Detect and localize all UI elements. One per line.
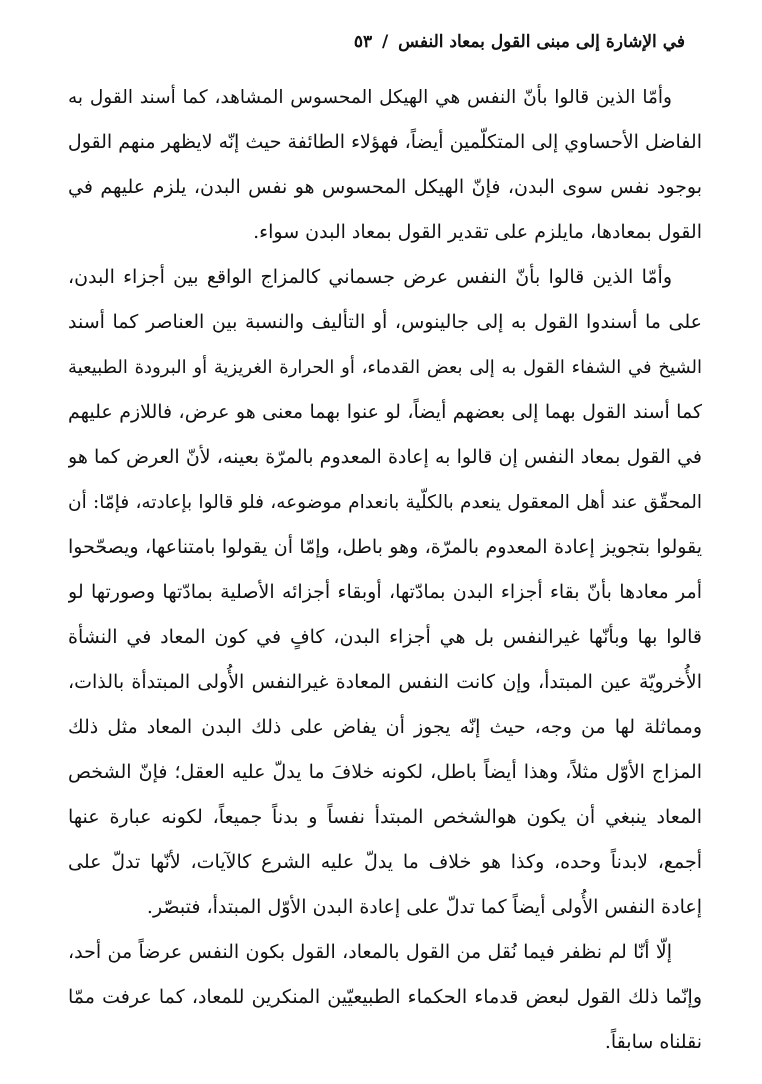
paragraph-2 xyxy=(68,255,702,930)
text-line: وأمّا الذين قالوا بأنّ النفس عرض جسماني كالمزاج الواقع بين أجزاء البدن، xyxy=(68,266,672,288)
paragraph-1 xyxy=(68,75,702,255)
text-line: المحقّق عند أهل المعقول ينعدم بالكلّية بانعدام موضوعه، فلو قالوا بإعادته، فإمّا: أن xyxy=(68,492,702,513)
header-title: في الإشارة إلى مبنى القول بمعاد النفس xyxy=(398,32,685,52)
text-line: الفاضل الأحساوي إلى المتكلّمين أيضاً، فهؤلاء الطائفة حيث إنّه لايظهر منهم القول xyxy=(68,131,702,153)
text-line: نقلناه سابقاً. xyxy=(604,1031,702,1053)
text-line: في القول بمعاد النفس إن قالوا به إعادة المعدوم بالمرّة بعينه، لأنّ العرض كما هو xyxy=(68,446,702,468)
text-line: الشيخ في الشفاء القول به إلى بعض القدماء، أو الحرارة الغريزية أو البرودة الطبيعية xyxy=(68,357,702,378)
text-line: الأُخرويّة عين المبتدأ، وإن كانت النفس المعادة غيرالنفس الأُولى المبتدأة بالذات، xyxy=(68,671,702,693)
text-line: كما أسند القول بهما إلى بعضهم أيضاً، لو عنوا بهما معنى هو عرض، فاللازم عليهم xyxy=(68,401,702,423)
text-line: قالوا بها وبأنّها غيرالنفس بل هي أجزاء البدن، كافٍ في كون المعاد في النشأة xyxy=(68,626,702,648)
text-line: بوجود نفس سوى البدن، فإنّ الهيكل المحسوس هو نفس البدن، يلزم عليهم في xyxy=(68,176,702,198)
text-line: على ما أسندوا القول به إلى جالينوس، أو التأليف والنسبة بين العناصر كما أسند xyxy=(68,311,702,333)
running-header xyxy=(354,30,685,54)
paragraph-3 xyxy=(68,930,702,1065)
text-line: أمر معادها بأنّ بقاء أجزاء البدن بمادّتها، أوبقاء أجزائه الأصلية بمادّتها وصورتها لو xyxy=(68,581,702,603)
text-line: إعادة النفس الأُولى أيضاً كما تدلّ على إعادة البدن الأوّل المبتدأ، فتبصّر. xyxy=(146,896,702,918)
text-line: يقولوا بتجويز إعادة المعدوم بالمرّة، وهو باطل، وإمّا أن يقولوا بامتناعها، ويصحّحوا xyxy=(68,536,702,558)
header-separator: / xyxy=(382,32,389,52)
text-line: ومماثلة لها من وجه، حيث إنّه يجوز أن يفاض على ذلك البدن المعاد مثل ذلك xyxy=(68,716,702,738)
text-line: المعاد ينبغي أن يكون هوالشخص المبتدأ نفساً و بدناً جميعاً، لكونه عبارة عنها xyxy=(68,806,702,828)
text-line: أجمع، لابدناً وحده، وكذا هو خلاف ما يدلّ عليه الشرع كالآيات، لأنّها تدلّ على xyxy=(68,851,702,873)
text-line: المزاج الأوّل مثلاً، وهذا أيضاً باطل، لكونه خلافَ ما يدلّ عليه العقل؛ فإنّ الشخص xyxy=(68,761,702,783)
text-line: إلّا أنّا لم نظفر فيما نُقل من القول بالمعاد، القول بكون النفس عرضاً من أحد، xyxy=(68,941,672,963)
body-text xyxy=(68,75,702,1065)
page-number: ٥٣ xyxy=(353,32,373,52)
text-line: وأمّا الذين قالوا بأنّ النفس هي الهيكل المحسوس المشاهد، كما أسند القول به xyxy=(68,87,672,108)
text-line: القول بمعادها، مايلزم على تقدير القول بمعاد البدن سواء. xyxy=(253,221,702,243)
text-line: وإنّما ذلك القول لبعض قدماء الحكماء الطبيعيّين المنكرين للمعاد، كما عرفت ممّا xyxy=(68,986,702,1008)
